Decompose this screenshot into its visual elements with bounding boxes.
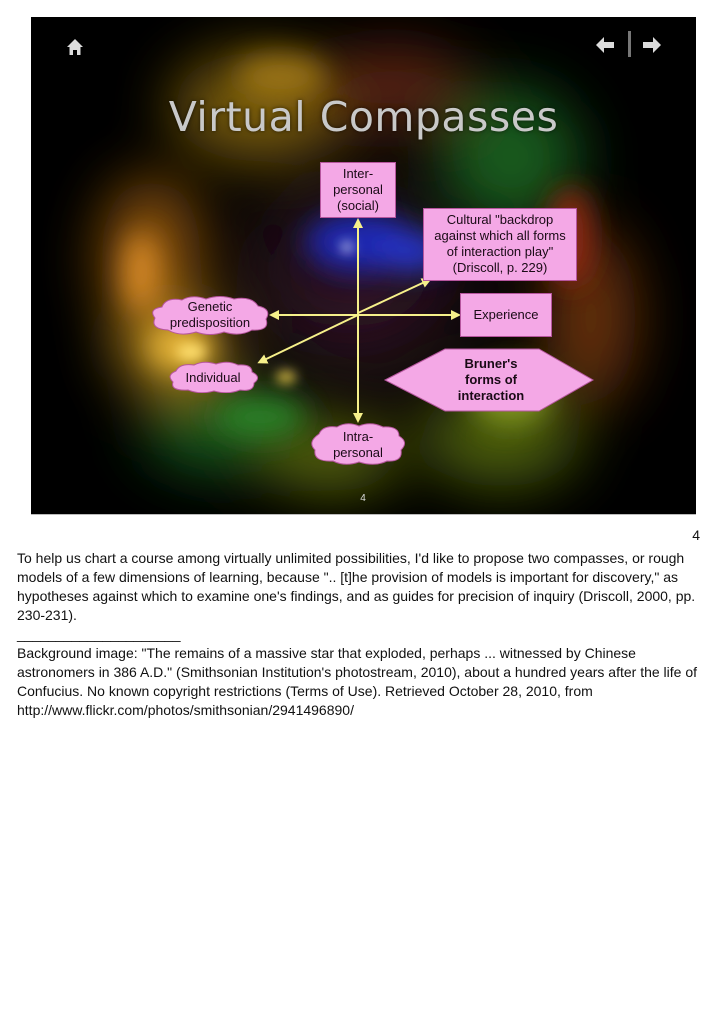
slide-number: 4 bbox=[360, 493, 366, 504]
slide bbox=[31, 17, 696, 514]
experience-box: Experience bbox=[460, 293, 552, 337]
interpersonal-box: Inter- personal (social) bbox=[320, 162, 396, 218]
slide-title: Virtual Compasses bbox=[168, 93, 559, 141]
notes-paragraph: Background image: "The remains of a massive star that exploded, perhaps ... witnessed by Chinese astronomers in 386 A.D." (Smithsonian Institution's photostream, 2010), about a hundred years after the life of Confucius. No known copyright restrictions (Terms of Use). Retrieved October 28, 2010, from http://www.flickr.com/photos/smithsonian/2941496890/ bbox=[17, 645, 698, 718]
cultural-backdrop-box: Cultural "backdrop against which all forms of interaction play" (Driscoll, p. 229) bbox=[423, 208, 577, 281]
page-number: 4 bbox=[692, 527, 700, 543]
genetic-predisposition-cloud: Genetic predisposition bbox=[148, 295, 272, 335]
intrapersonal-cloud: Intra- personal bbox=[307, 422, 409, 466]
notes-paragraph: To help us chart a course among virtually unlimited possibilities, I'd like to propose two compasses, or rough models of a few dimensions of learning, because ".. [t]he provision of models is important for discovery," as hypotheses against which to examine one's findings, and as guides for precision of inquiry (Driscoll, 2000, pp. 230-231). bbox=[17, 550, 696, 623]
arrow-down-left bbox=[260, 315, 358, 362]
notes-separator: _____________________ bbox=[17, 626, 181, 642]
bruner-forms-hexagon: Bruner's forms of interaction bbox=[383, 347, 595, 413]
speaker-notes bbox=[17, 549, 707, 720]
individual-cloud bbox=[166, 361, 260, 393]
arrow-up-right bbox=[358, 280, 429, 313]
individual-label: Individual bbox=[185, 370, 241, 385]
